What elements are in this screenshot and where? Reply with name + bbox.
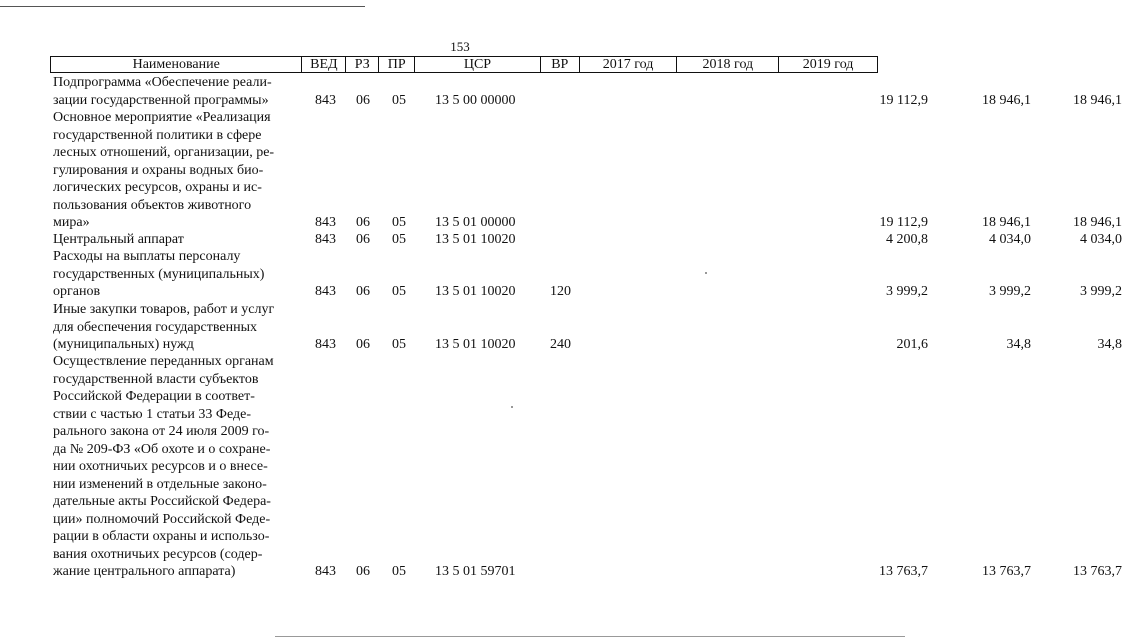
row-name-line: Подпрограмма «Обеспечение реали- [53, 75, 272, 90]
cell-csr: 13 5 01 59701 [435, 564, 516, 579]
scan-speck [511, 406, 513, 408]
cell-y2018: 4 034,0 [989, 232, 1031, 247]
cell-csr: 13 5 01 10020 [435, 337, 516, 352]
cell-y2018: 18 946,1 [982, 215, 1031, 230]
row-name-line: логических ресурсов, охраны и ис- [53, 180, 262, 195]
header-name: Наименование [51, 57, 302, 72]
cell-rz: 06 [356, 284, 370, 299]
row-name-line: Российской Федерации в соответ- [53, 389, 255, 404]
cell-y2019: 13 763,7 [1073, 564, 1122, 579]
table-row [53, 353, 1122, 581]
cell-ved: 843 [315, 232, 336, 247]
header-2018: 2018 год [677, 57, 779, 72]
cell-y2018: 34,8 [1006, 337, 1031, 352]
page-number: 153 [450, 39, 470, 54]
cell-y2019: 4 034,0 [1080, 232, 1122, 247]
cell-pr: 05 [392, 92, 406, 108]
cell-pr: 05 [392, 564, 406, 579]
row-name-line: органов [53, 284, 101, 299]
row-name [53, 109, 303, 232]
cell-rz: 06 [356, 232, 370, 247]
cell-ved: 843 [315, 564, 336, 579]
row-name-line: ции» полномочий Российской Феде- [53, 511, 271, 527]
row-name-line: Основное мероприятие «Реализация [53, 110, 271, 125]
header-vr: ВР [541, 57, 580, 72]
cell-rz: 06 [356, 215, 370, 230]
table-row [53, 301, 1122, 354]
cell-vr: 240 [550, 337, 571, 352]
cell-csr: 13 5 01 10020 [435, 284, 516, 299]
table-header [50, 56, 878, 73]
cell-y2017: 3 999,2 [886, 284, 928, 299]
row-name-line: Расходы на выплаты персоналу [53, 249, 241, 264]
row-name-line: государственных (муниципальных) [53, 266, 265, 282]
row-name-line: рации в области охраны и использо- [53, 529, 270, 544]
table-row [53, 248, 1122, 301]
row-name [53, 231, 303, 249]
row-name-line: Осуществление переданных органам [53, 354, 274, 369]
cell-y2017: 13 763,7 [879, 564, 928, 579]
row-name [53, 74, 303, 109]
cell-y2018: 3 999,2 [989, 284, 1031, 299]
cell-y2017: 201,6 [896, 337, 928, 352]
row-name-line: рального закона от 24 июля 2009 го- [53, 424, 270, 439]
header-csr: ЦСР [415, 57, 541, 72]
row-name-line: вания охотничьих ресурсов (содер- [53, 546, 263, 562]
row-name-line: нии охотничьих ресурсов и о внесе- [53, 459, 268, 474]
cell-pr: 05 [392, 232, 406, 247]
cell-y2019: 18 946,1 [1073, 92, 1122, 108]
row-name-line: дательные акты Российской Федера- [53, 494, 271, 509]
row-name [53, 301, 303, 354]
row-name-line: государственной власти субъектов [53, 371, 259, 387]
row-name-line: жание центрального аппарата) [53, 564, 236, 579]
cell-csr: 13 5 01 00000 [435, 215, 516, 230]
cell-y2019: 34,8 [1097, 337, 1122, 352]
header-ved: ВЕД [302, 57, 346, 72]
row-name-line: пользования объектов животного [53, 197, 252, 213]
row-name [53, 248, 303, 301]
table-row [53, 109, 1122, 232]
header-pr: ПР [379, 57, 415, 72]
header-2017: 2017 год [580, 57, 678, 72]
cell-rz: 06 [356, 564, 370, 579]
row-name-line: государственной политики в сфере [53, 127, 262, 143]
row-name-line: Иные закупки товаров, работ и услуг [53, 302, 275, 317]
table-row [53, 74, 1122, 109]
scan-edge-line [0, 6, 365, 7]
cell-rz: 06 [356, 337, 370, 352]
row-name-line: (муниципальных) нужд [53, 337, 194, 352]
row-name-line: для обеспечения государственных [53, 319, 257, 335]
row-name-line: гулирования и охраны водных био- [53, 162, 264, 178]
cell-pr: 05 [392, 284, 406, 299]
row-name-line: да № 209-ФЗ «Об охоте и о сохране- [53, 441, 271, 457]
scan-speck [705, 272, 707, 274]
cell-y2019: 3 999,2 [1080, 284, 1122, 299]
row-name-line: зации государственной программы» [53, 92, 269, 108]
cell-ved: 843 [315, 92, 336, 108]
cell-y2018: 18 946,1 [982, 92, 1031, 108]
header-2019: 2019 год [802, 57, 854, 72]
cell-ved: 843 [315, 284, 336, 299]
row-name-line: Центральный аппарат [53, 232, 184, 247]
cell-rz: 06 [356, 92, 370, 108]
cell-y2019: 18 946,1 [1073, 215, 1122, 230]
cell-csr: 13 5 00 00000 [435, 92, 516, 108]
row-name-line: мира» [53, 215, 90, 230]
cell-y2018: 13 763,7 [982, 564, 1031, 579]
row-name [53, 353, 303, 581]
row-name-line: лесных отношений, организации, ре- [53, 145, 275, 160]
cell-y2017: 19 112,9 [879, 92, 928, 108]
cell-y2017: 4 200,8 [886, 232, 928, 247]
cell-vr: 120 [550, 284, 571, 299]
scan-bottom-line [275, 636, 905, 637]
cell-csr: 13 5 01 10020 [435, 232, 516, 247]
row-name-line: нии изменений в отдельные законо- [53, 476, 267, 492]
cell-ved: 843 [315, 337, 336, 352]
cell-ved: 843 [315, 215, 336, 230]
row-name-line: ствии с частью 1 статьи 33 Феде- [53, 406, 252, 422]
cell-pr: 05 [392, 215, 406, 230]
cell-pr: 05 [392, 337, 406, 352]
table-row [53, 231, 1122, 249]
cell-y2017: 19 112,9 [879, 215, 928, 230]
header-rz: РЗ [346, 57, 379, 72]
